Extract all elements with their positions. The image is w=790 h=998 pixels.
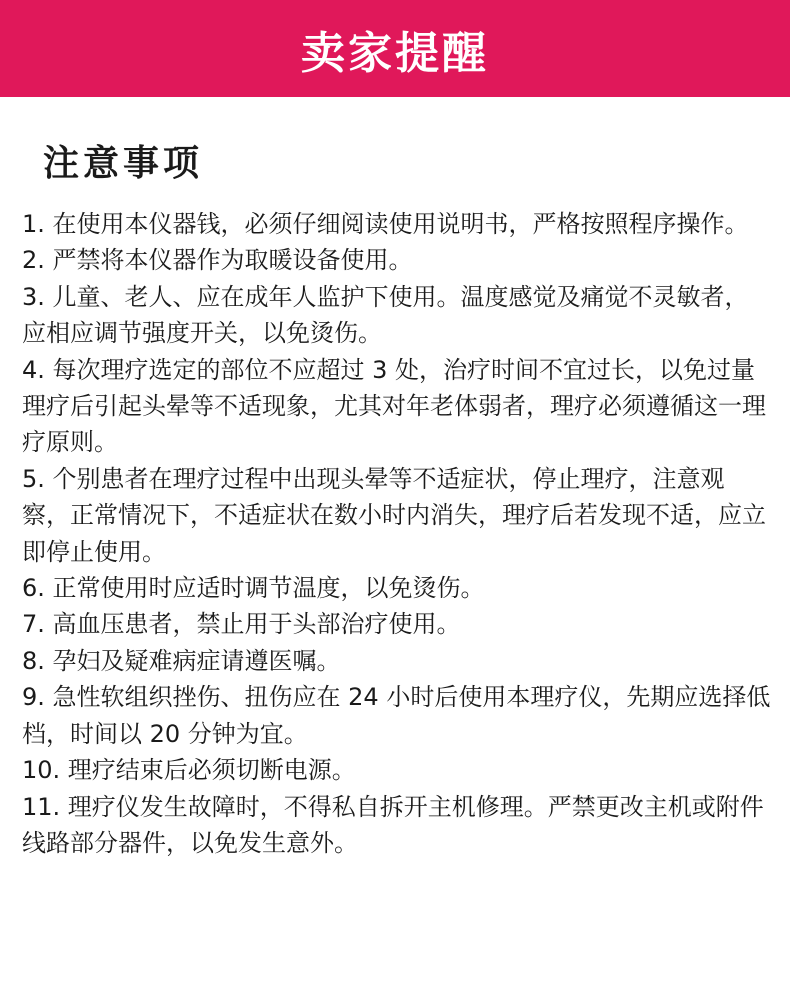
note-item-1: 1. 在使用本仪器钱，必须仔细阅读使用说明书，严格按照程序操作。 (22, 210, 749, 238)
note-item-5: 5. 个别患者在理疗过程中出现头晕等不适症状，停止理疗，注意观察，正常情况下，不适症状在数小时内消失，理疗后若发现不适，应立即停止使用。 (22, 464, 766, 566)
note-item-10: 10. 理疗结束后必须切断电源。 (22, 756, 356, 785)
note-item-3: 3. 儿童、老人、应在成年人监护下使用。温度感觉及痛觉不灵敏者，应相应调节强度开关，以免烫伤。 (22, 282, 749, 348)
note-item-2: 2. 严禁将本仪器作为取暖设备使用。 (22, 246, 413, 275)
header-banner (0, 0, 790, 97)
note-item-11: 11. 理疗仪发生故障时，不得私自拆开主机修理。严禁更改主机或附件线路部分器件，以免发生意外。 (22, 792, 764, 857)
note-item-4: 4. 每次理疗选定的部位不应超过 3 处，治疗时间不宜过长，以免过量理疗后引起头晕等不适现象，尤其对年老体弱者，理疗必须遵循这一理疗原则。 (22, 355, 766, 457)
note-item-8: 8. 孕妇及疑难病症请遵医嘱。 (22, 646, 341, 675)
section-title: 注意事项 (43, 143, 204, 184)
note-item-9: 9. 急性软组织挫伤、扭伤应在 24 小时后使用本理疗仪，先期应选择低档，时间以 20 分钟为宜。 (22, 683, 771, 748)
header-title: 卖家提醒 (301, 27, 489, 79)
note-item-7: 7. 高血压患者，禁止用于头部治疗使用。 (22, 610, 461, 639)
notes-list (22, 206, 772, 861)
note-item-6: 6. 正常使用时应适时调节温度，以免烫伤。 (22, 574, 485, 603)
